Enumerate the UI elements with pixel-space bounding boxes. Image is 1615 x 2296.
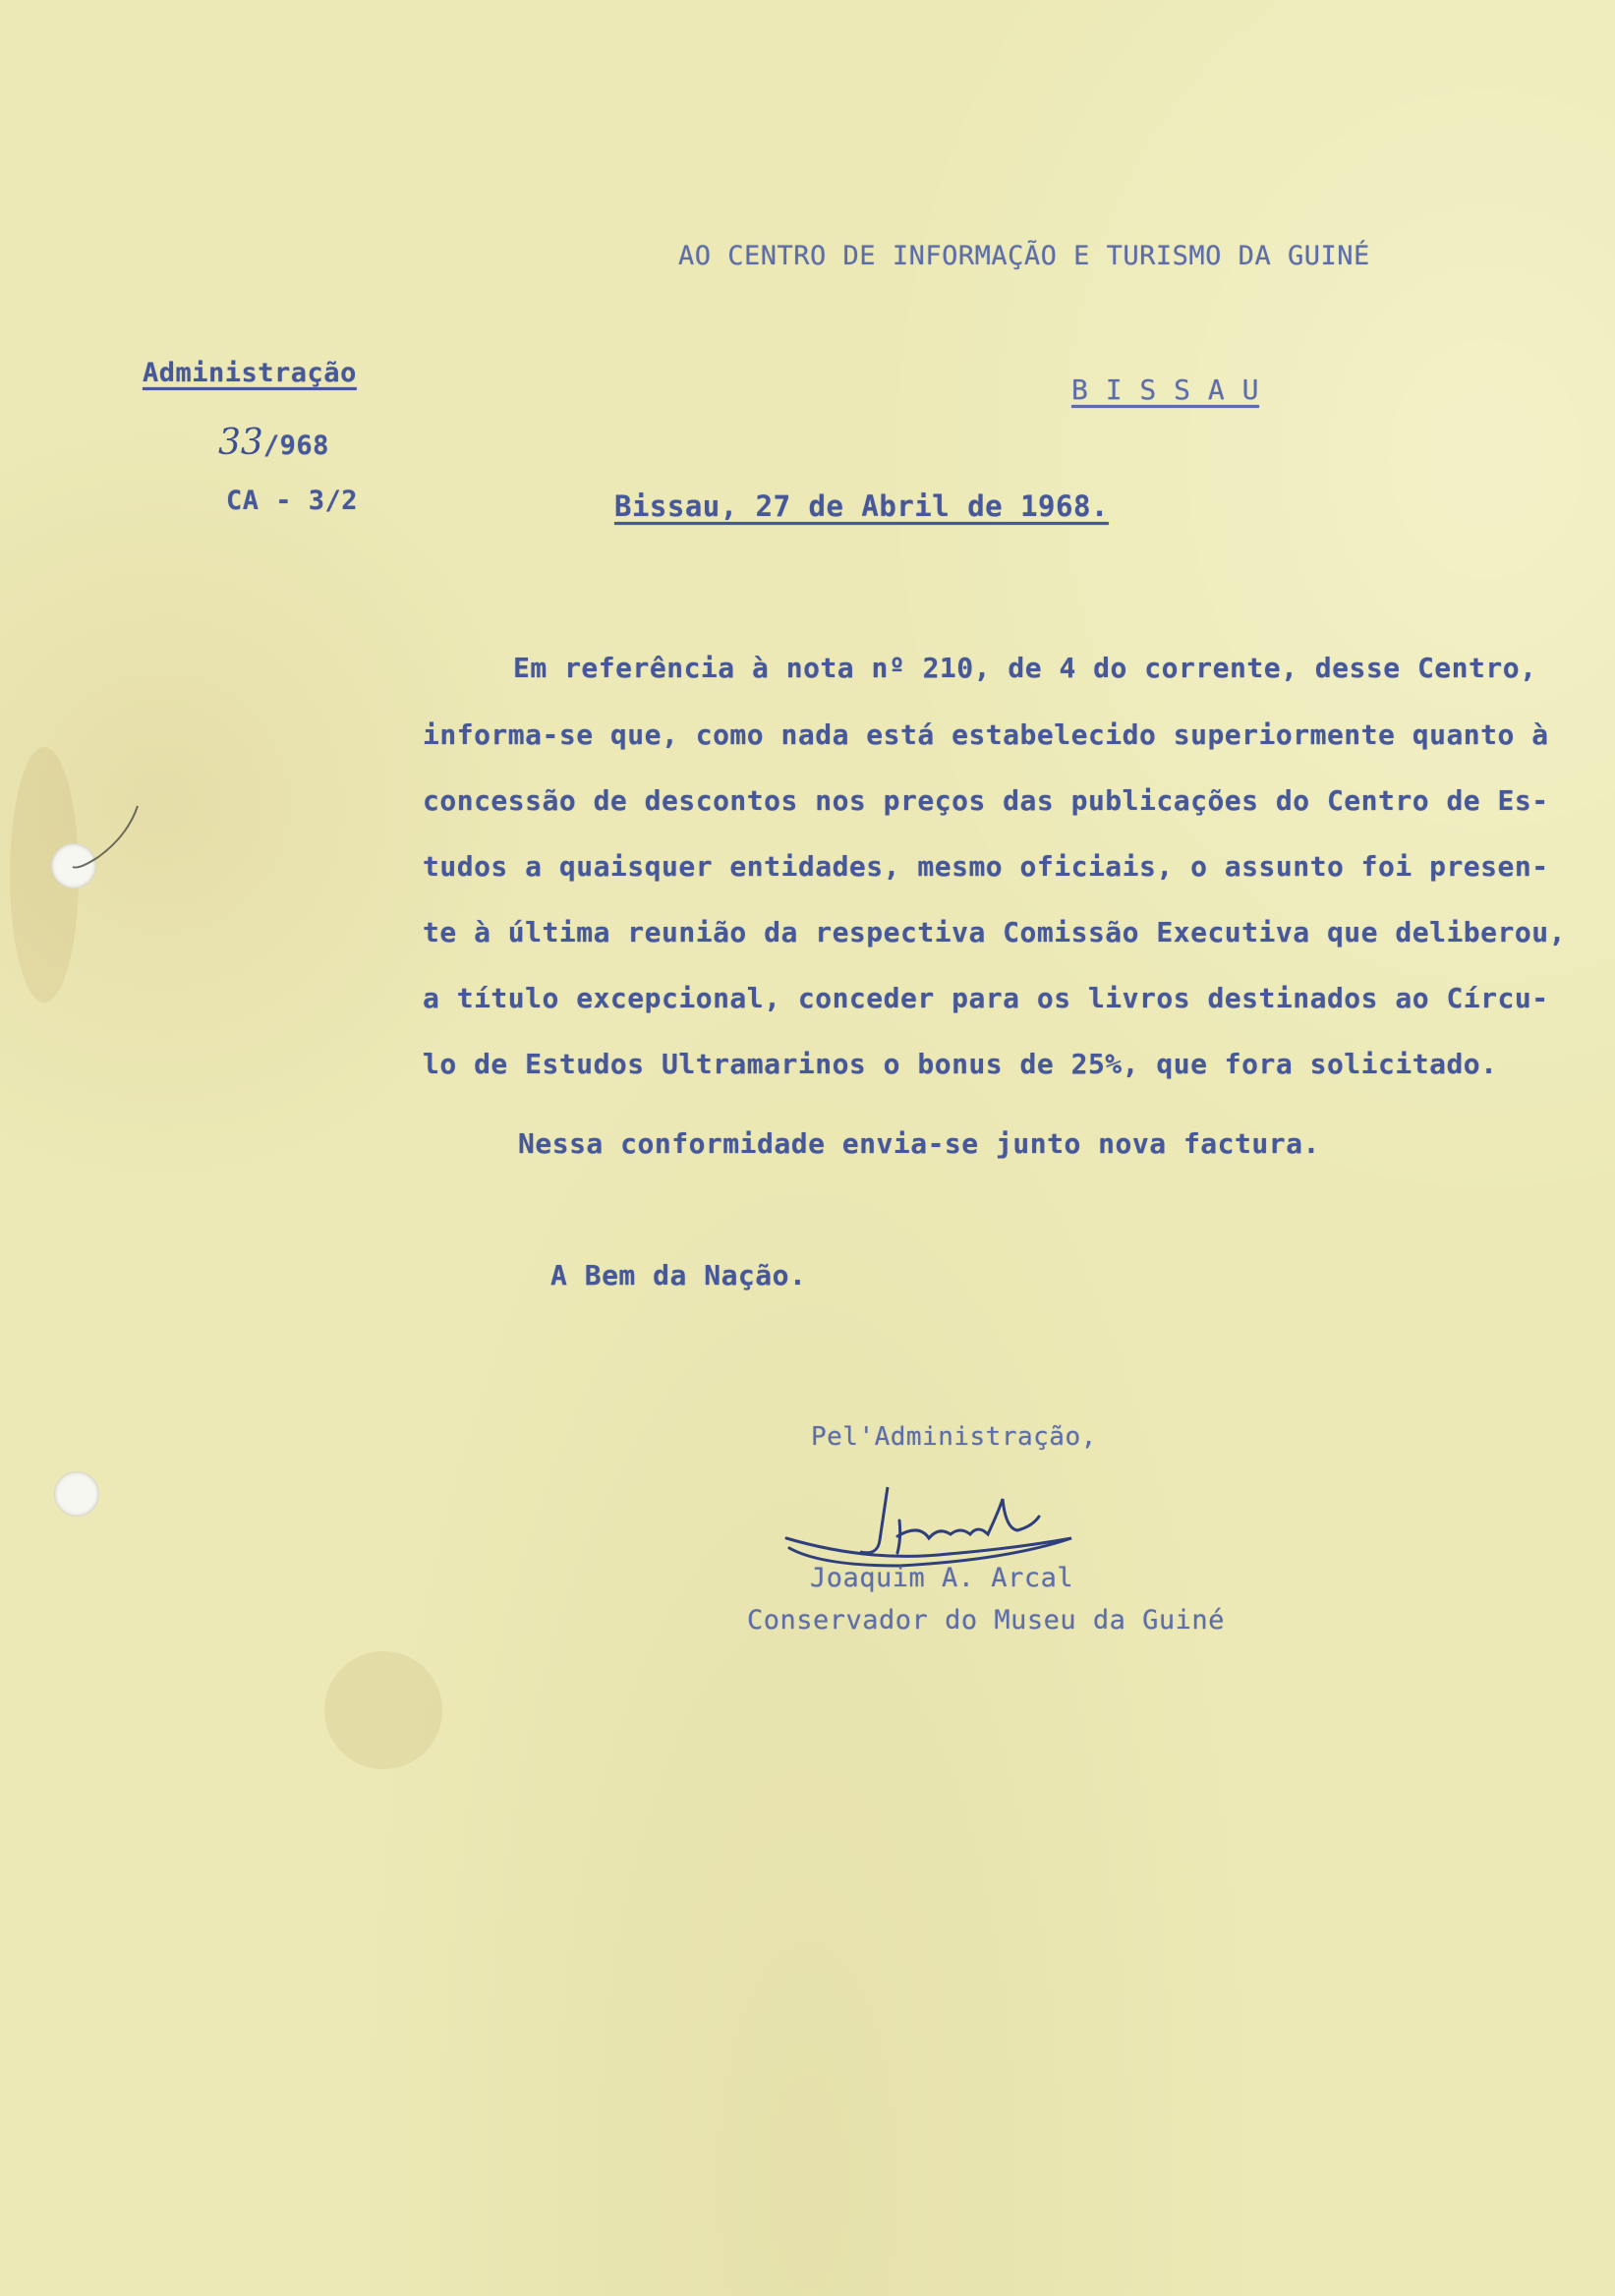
tear-mark: [69, 796, 147, 875]
handwritten-number: 33: [218, 423, 263, 463]
reference-number: [218, 423, 329, 463]
date-line: Bissau, 27 de Abril de 1968.: [614, 489, 1109, 523]
handwritten-signature: [781, 1469, 1096, 1578]
city-heading: B I S S A U: [1071, 373, 1259, 406]
typed-year: /968: [262, 430, 329, 461]
signatory-title: Conservador do Museu da Guiné: [747, 1605, 1225, 1636]
punch-hole: [54, 1471, 99, 1517]
body-line: te à última reunião da respectiva Comissão Executiva que deliberou,: [423, 916, 1566, 948]
closing-salutation: A Bem da Nação.: [550, 1259, 807, 1292]
body-line: concessão de descontos nos preços das publicações do Centro de Es-: [423, 784, 1549, 817]
body-line: informa-se que, como nada está estabelecido superiormente quanto à: [423, 718, 1549, 751]
body-paragraph-2: Nessa conformidade envia-se junto nova factura.: [518, 1127, 1320, 1160]
body-line: tudos a quaisquer entidades, mesmo oficiais, o assunto foi presen-: [423, 850, 1549, 883]
body-line: lo de Estudos Ultramarinos o bonus de 25%, que fora solicitado.: [423, 1048, 1498, 1080]
addressee-line: AO CENTRO DE INFORMAÇÃO E TURISMO DA GUINÉ: [678, 241, 1370, 271]
on-behalf-line: Pel'Administração,: [811, 1422, 1097, 1452]
body-line: a título excepcional, conceder para os livros destinados ao Círcu-: [423, 982, 1549, 1014]
signatory-name: Joaquim A. Arcal: [810, 1563, 1074, 1593]
paper-stain: [324, 1651, 442, 1769]
body-line: Em referência à nota nº 210, de 4 do corrente, desse Centro,: [513, 652, 1537, 684]
reference-code: CA - 3/2: [226, 486, 359, 516]
department-label: Administração: [143, 358, 357, 388]
